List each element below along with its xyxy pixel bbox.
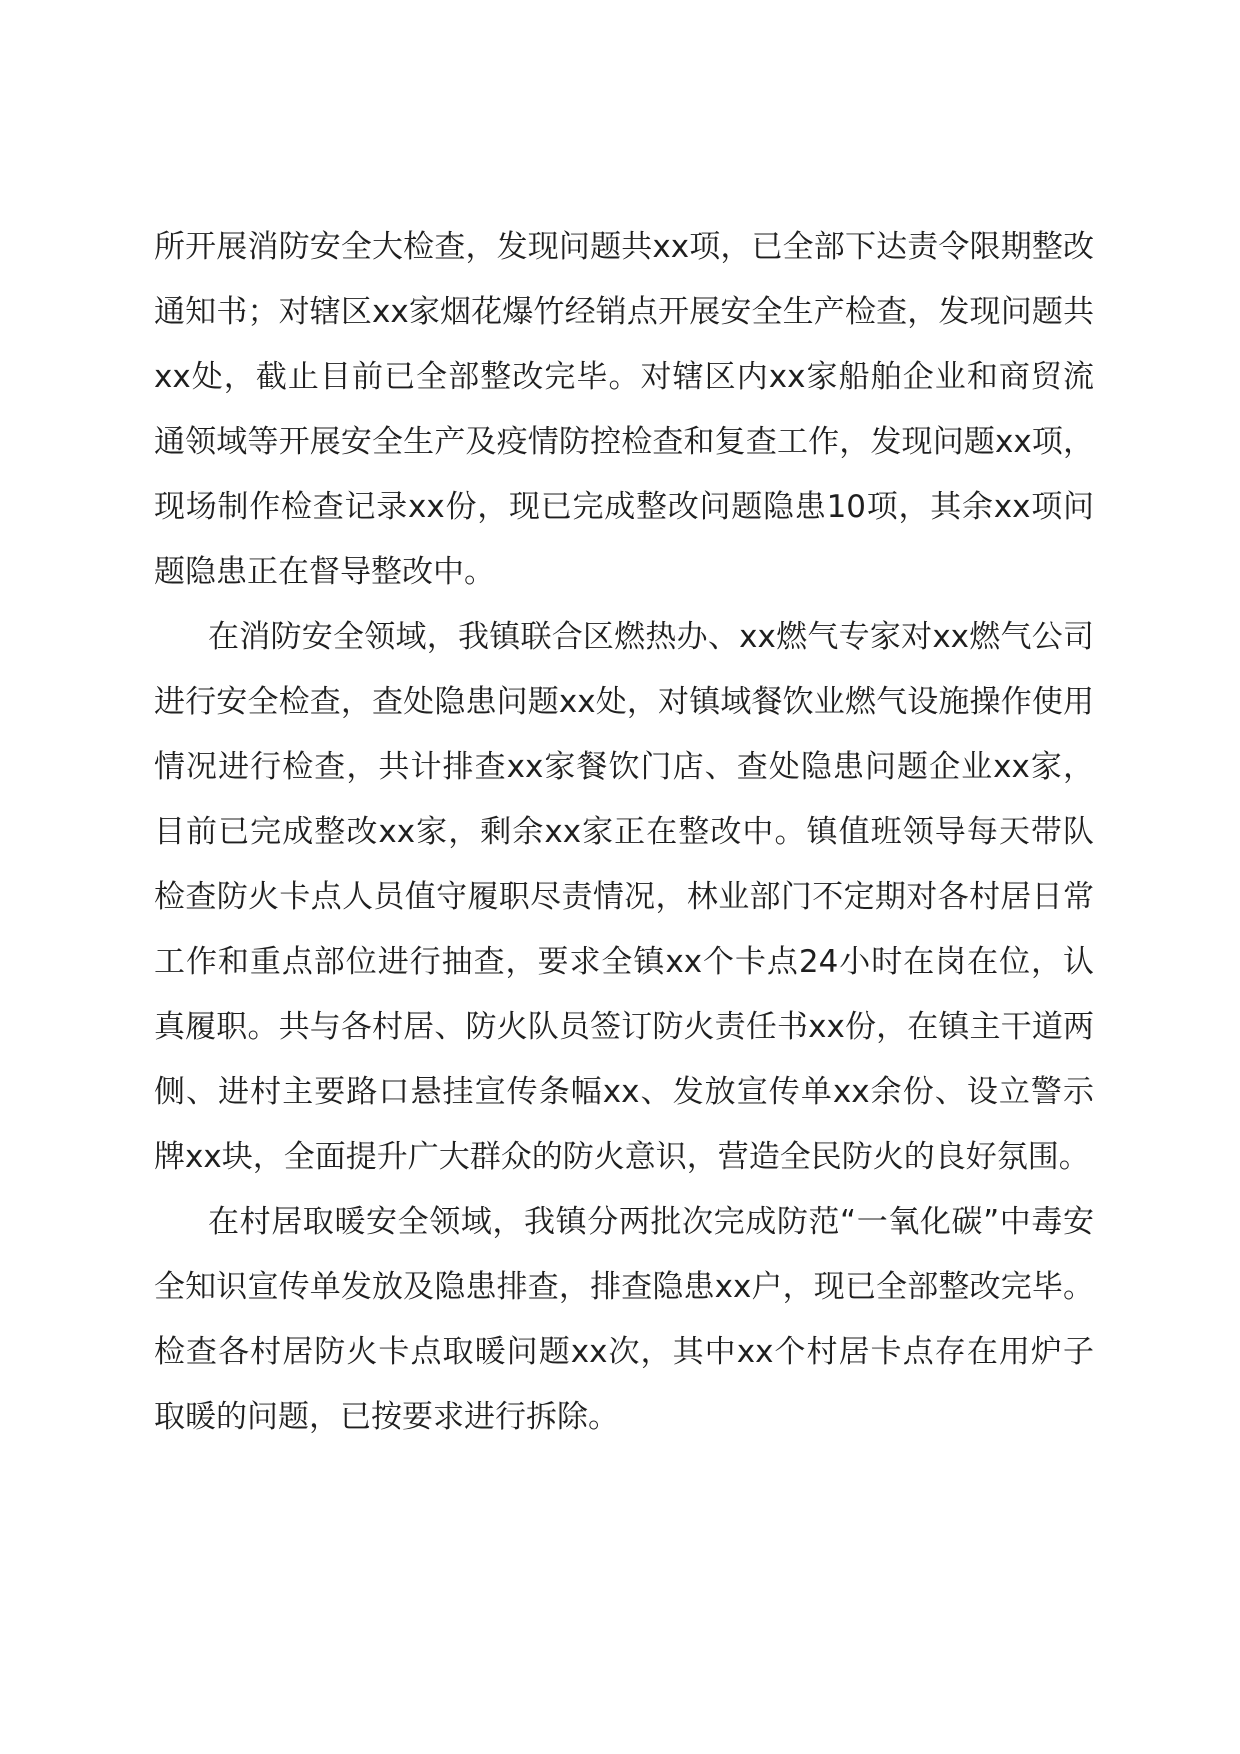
paragraph-fire-safety: 在消防安全领域，我镇联合区燃热办、xx燃气专家对xx燃气公司进行安全检查，查处隐患问题xx处，对镇域餐饮业燃气设施操作使用情况进行检查，共计排查xx家餐饮门店、查处隐患问题企业xx家，目前已完成整改xx家，剩余xx家正在整改中。镇值班领导每天带队检查防火卡点人员值守履职尽责情况，林业部门不定期对各村居日常工作和重点部位进行抽查，要求全镇xx个卡点24小时在岗在位，认真履职。共与各村居、防火队员签订防火责任书xx份，在镇主干道两侧、进村主要路口悬挂宣传条幅xx、发放宣传单xx余份、设立警示牌xx块，全面提升广大群众的防火意识，营造全民防火的良好氛围。 (154, 619, 1094, 1175)
paragraph-continued: 所开展消防安全大检查，发现问题共xx项，已全部下达责令限期整改通知书；对辖区xx家烟花爆竹经销点开展安全生产检查，发现问题共xx处，截止目前已全部整改完毕。对辖区内xx家船舶企业和商贸流通领域等开展安全生产及疫情防控检查和复查工作，发现问题xx项，现场制作检查记录xx份，现已完成整改问题隐患10项，其余xx项问题隐患正在督导整改中。 (154, 229, 1094, 590)
document-body (154, 215, 1094, 1450)
paragraph-heating-safety: 在村居取暖安全领域，我镇分两批次完成防范“一氧化碳”中毒安全知识宣传单发放及隐患排查，排查隐患xx户，现已全部整改完毕。检查各村居防火卡点取暖问题xx次，其中xx个村居卡点存在用炉子取暖的问题，已按要求进行拆除。 (154, 1204, 1094, 1435)
